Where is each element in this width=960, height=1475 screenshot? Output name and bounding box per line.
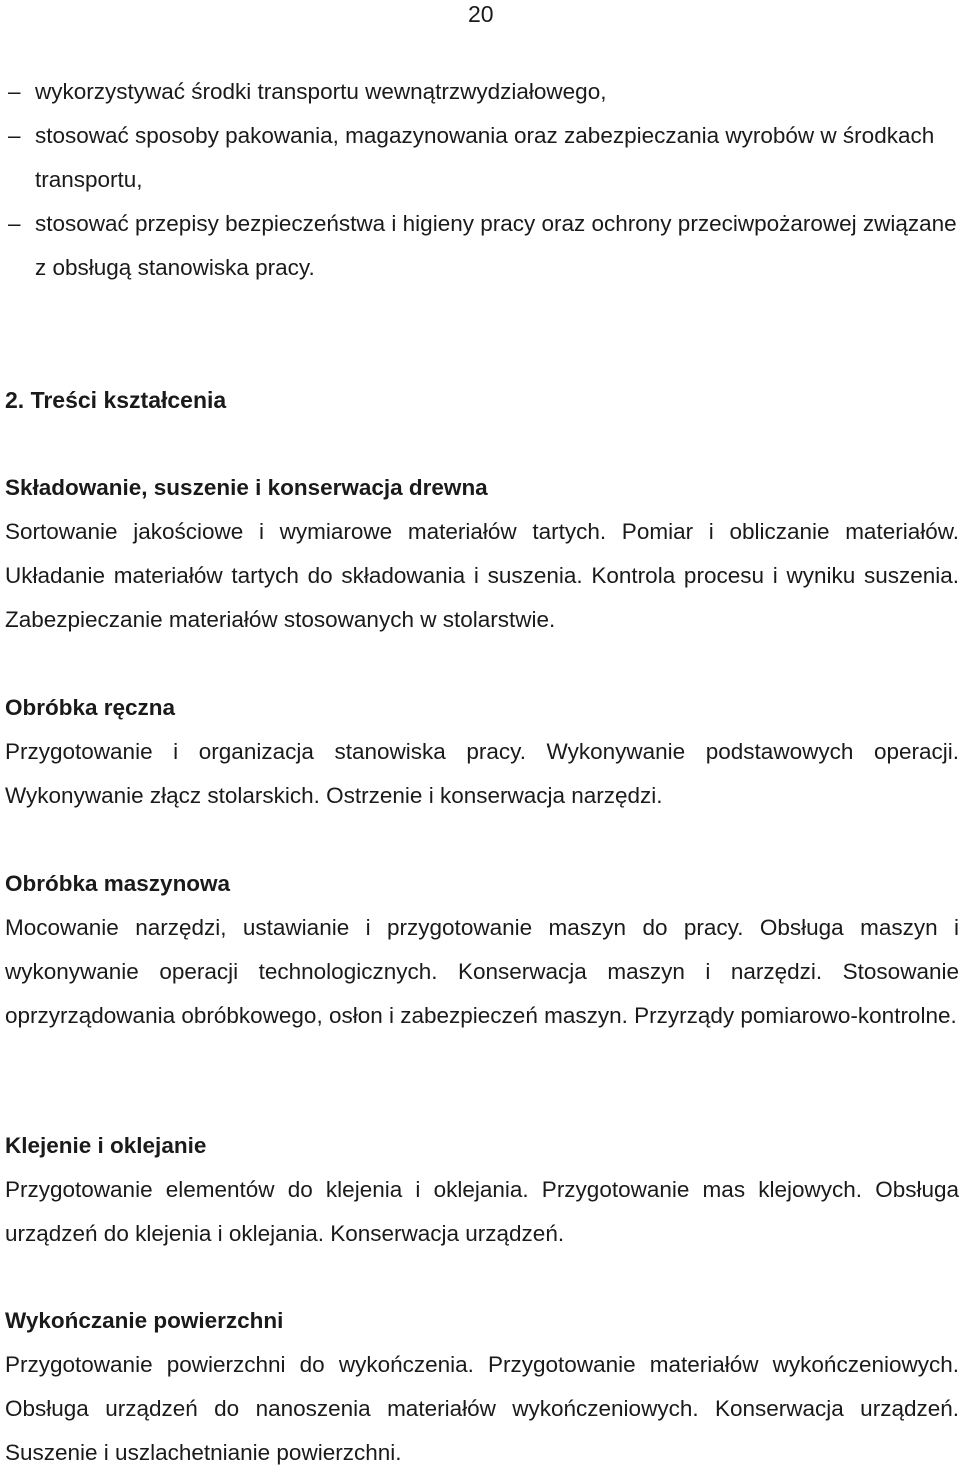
dash-marker: –	[8, 211, 21, 236]
list-item	[8, 70, 960, 114]
dash-marker: –	[8, 123, 21, 148]
list-item	[8, 114, 960, 202]
list-item-text: stosować sposoby pakowania, magazynowania oraz zabezpieczania wyrobów w środkach transportu,	[35, 123, 935, 192]
topic-title: Wykończanie powierzchni	[5, 1308, 284, 1333]
page-number: 20	[468, 1, 494, 27]
list-item-text: stosować przepisy bezpieczeństwa i higieny pracy oraz ochrony przeciwpożarowej związane z obsługą stanowiska pracy.	[35, 211, 957, 280]
topic-title: Składowanie, suszenie i konserwacja drewna	[5, 475, 488, 500]
list-item-text: wykorzystywać środki transportu wewnątrzwydziałowego,	[35, 79, 607, 104]
topic-storage-drying	[5, 466, 959, 642]
topic-surface-finishing	[5, 1299, 959, 1475]
topic-title: Obróbka ręczna	[5, 695, 176, 720]
skills-list	[8, 70, 960, 290]
topic-machine-processing	[5, 862, 959, 1038]
topic-text: Przygotowanie powierzchni do wykończenia. Przygotowanie materiałów wykończeniowych. Obsługa urządzeń do nanoszenia materiałów wykończeniowych. Konserwacja urządzeń. Suszenie i uszlachetnianie powierzchni.	[5, 1352, 959, 1465]
topic-title: Obróbka maszynowa	[5, 871, 231, 896]
topic-text: Sortowanie jakościowe i wymiarowe materiałów tartych. Pomiar i obliczanie materiałów. Układanie materiałów tartych do składowania i suszenia. Kontrola procesu i wyniku suszenia. Zabezpieczanie materiałów stosowanych w stolarstwie.	[5, 519, 959, 632]
list-item	[8, 202, 960, 290]
section-heading: 2. Treści kształcenia	[5, 387, 227, 413]
topic-text: Przygotowanie elementów do klejenia i oklejania. Przygotowanie mas klejowych. Obsługa urządzeń do klejenia i oklejania. Konserwacja urządzeń.	[5, 1177, 959, 1246]
dash-marker: –	[8, 79, 21, 104]
topic-title: Klejenie i oklejanie	[5, 1133, 207, 1158]
topic-text: Przygotowanie i organizacja stanowiska pracy. Wykonywanie podstawowych operacji. Wykonywanie złącz stolarskich. Ostrzenie i konserwacja narzędzi.	[5, 739, 959, 808]
topic-text: Mocowanie narzędzi, ustawianie i przygotowanie maszyn do pracy. Obsługa maszyn i wykonywanie operacji technologicznych. Konserwacja maszyn i narzędzi. Stosowanie oprzyrządowania obróbkowego, osłon i zabezpieczeń maszyn. Przyrządy pomiarowo-kontrolne.	[5, 915, 959, 1028]
topic-gluing	[5, 1124, 959, 1256]
topic-manual-processing	[5, 686, 959, 818]
